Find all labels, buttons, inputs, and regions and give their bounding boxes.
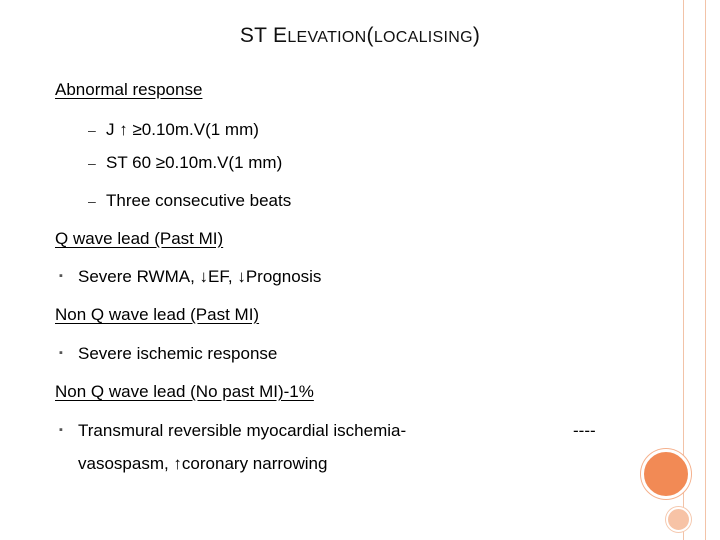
section-heading: Non Q wave lead (Past MI) [55,305,260,324]
section-heading: Abnormal response [55,80,203,99]
list-item: Severe ischemic response [78,344,278,363]
decorative-rail-right [705,0,706,540]
dash-marker: – [88,155,96,171]
dash-marker: – [88,122,96,138]
list-item: Severe RWMA, ↓EF, ↓Prognosis [78,267,322,286]
list-item: Transmural reversible myocardial ischemia- [78,421,407,440]
section-heading: Non Q wave lead (No past MI)-1% [55,382,314,401]
decorative-circle-large [641,449,691,499]
decorative-circle-small [666,507,691,532]
slide-title: ST ELEVATION(LOCALISING) [239,24,481,47]
trailing-dashes: ---- [573,421,596,440]
list-item: J ↑ ≥0.10m.V(1 mm) [106,120,259,139]
bullet-marker: ▪ [59,347,63,359]
list-item: ST 60 ≥0.10m.V(1 mm) [106,153,283,172]
bullet-marker: ▪ [59,270,63,282]
bullet-marker: ▪ [59,424,63,436]
list-item: Three consecutive beats [106,191,292,210]
list-item-continuation: vasospasm, ↑coronary narrowing [78,454,328,473]
section-heading: Q wave lead (Past MI) [55,229,224,248]
dash-marker: – [88,193,96,209]
